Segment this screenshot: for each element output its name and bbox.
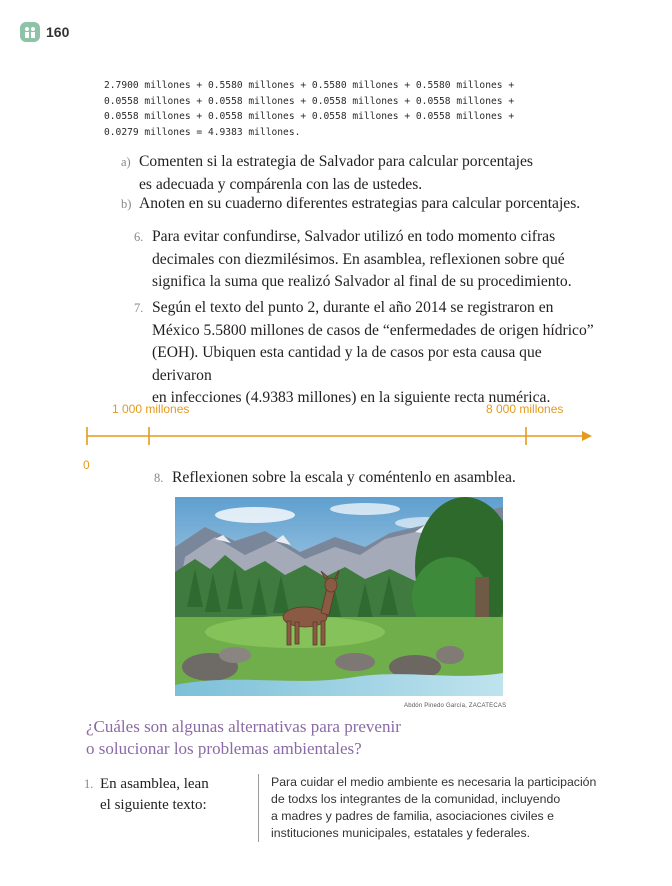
number-line-label-1000: 1 000 millones — [112, 402, 190, 416]
number-line — [80, 424, 600, 448]
item-7-label: 7. — [134, 301, 144, 315]
item-b-label: b) — [121, 197, 132, 211]
item-6-line-1: Para evitar confundirse, Salvador utilizó en todo momento cifras — [152, 228, 556, 245]
item-7-line-3: (EOH). Ubiquen esta cantidad y la de casos por esta causa que derivaron — [152, 344, 542, 384]
calc-line-3: 0.0558 millones + 0.0558 millones + 0.0558 millones + 0.0558 millones + — [104, 111, 515, 122]
painting-caption: Abdón Pinedo García, ZACATECAS — [404, 703, 507, 709]
reading-line-1: Para cuidar el medio ambiente es necesaria la participación — [271, 775, 597, 789]
handwritten-calculation — [104, 78, 514, 140]
reading-line-3: a madres y padres de familia, asociaciones civiles e — [271, 809, 554, 823]
number-line-label-8000: 8 000 millones — [486, 402, 564, 416]
item-8-label: 8. — [154, 471, 164, 485]
item-6-line-3: significa la suma que realizó Salvador al final de su procedimiento. — [152, 273, 572, 290]
item-7-line-4: en infecciones (4.9383 millones) en la siguiente recta numérica. — [152, 389, 551, 406]
calc-line-1: 2.7900 millones + 0.5580 millones + 0.5580 millones + 0.5580 millones + — [104, 80, 515, 91]
reading-line-2: de todxs los integrantes de la comunidad, incluyendo — [271, 792, 561, 806]
calc-line-4: 0.0279 millones = 4.9383 millones. — [104, 126, 301, 138]
item-a-line-1: Comenten si la estrategia de Salvador para calcular porcentajes — [139, 153, 534, 170]
reading-line-4: instituciones municipales, estatales y federales. — [271, 826, 531, 840]
item-7-line-1: Según el texto del punto 2, durante el año 2014 se registraron en — [152, 299, 554, 316]
item-a-label: a) — [121, 155, 131, 169]
item-8 — [154, 467, 574, 490]
item-1-line-1: En asamblea, lean — [100, 776, 209, 792]
number-line-label-0: 0 — [83, 458, 90, 472]
item-1 — [84, 774, 254, 816]
item-7 — [134, 297, 604, 410]
calc-line-2: 0.0558 millones + 0.0558 millones + 0.0558 millones + 0.0558 millones + — [104, 95, 515, 107]
deer-landscape-painting — [175, 497, 503, 696]
item-b-line-1: Anoten en su cuaderno diferentes estrategias para calcular porcentajes. — [139, 195, 581, 212]
number-line-arrowhead — [582, 431, 592, 441]
item-b — [121, 193, 621, 216]
item-1-line-2: el siguiente texto: — [100, 797, 207, 813]
book-icon — [20, 22, 40, 42]
item-7-line-2: México 5.5800 millones de casos de “enfermedades de origen hídrico” — [152, 321, 594, 339]
item-1-label: 1. — [84, 777, 94, 791]
item-8-text: Reflexionen sobre la escala y coméntenlo en asamblea. — [172, 469, 516, 486]
question-line-1: ¿Cuáles son algunas alternativas para prevenir — [86, 717, 401, 736]
page-number: 160 — [46, 24, 70, 40]
question-line-2: o solucionar los problemas ambientales? — [86, 739, 362, 758]
item-6-line-2: decimales con diezmilésimos. En asamblea, reflexionen sobre qué — [152, 250, 565, 268]
item-a — [121, 151, 601, 196]
item-a-line-2: es adecuada y compárenla con las de ustedes. — [139, 175, 423, 193]
section-question — [86, 716, 566, 760]
reading-text — [258, 774, 631, 842]
item-6-label: 6. — [134, 230, 144, 244]
item-6 — [134, 226, 594, 294]
